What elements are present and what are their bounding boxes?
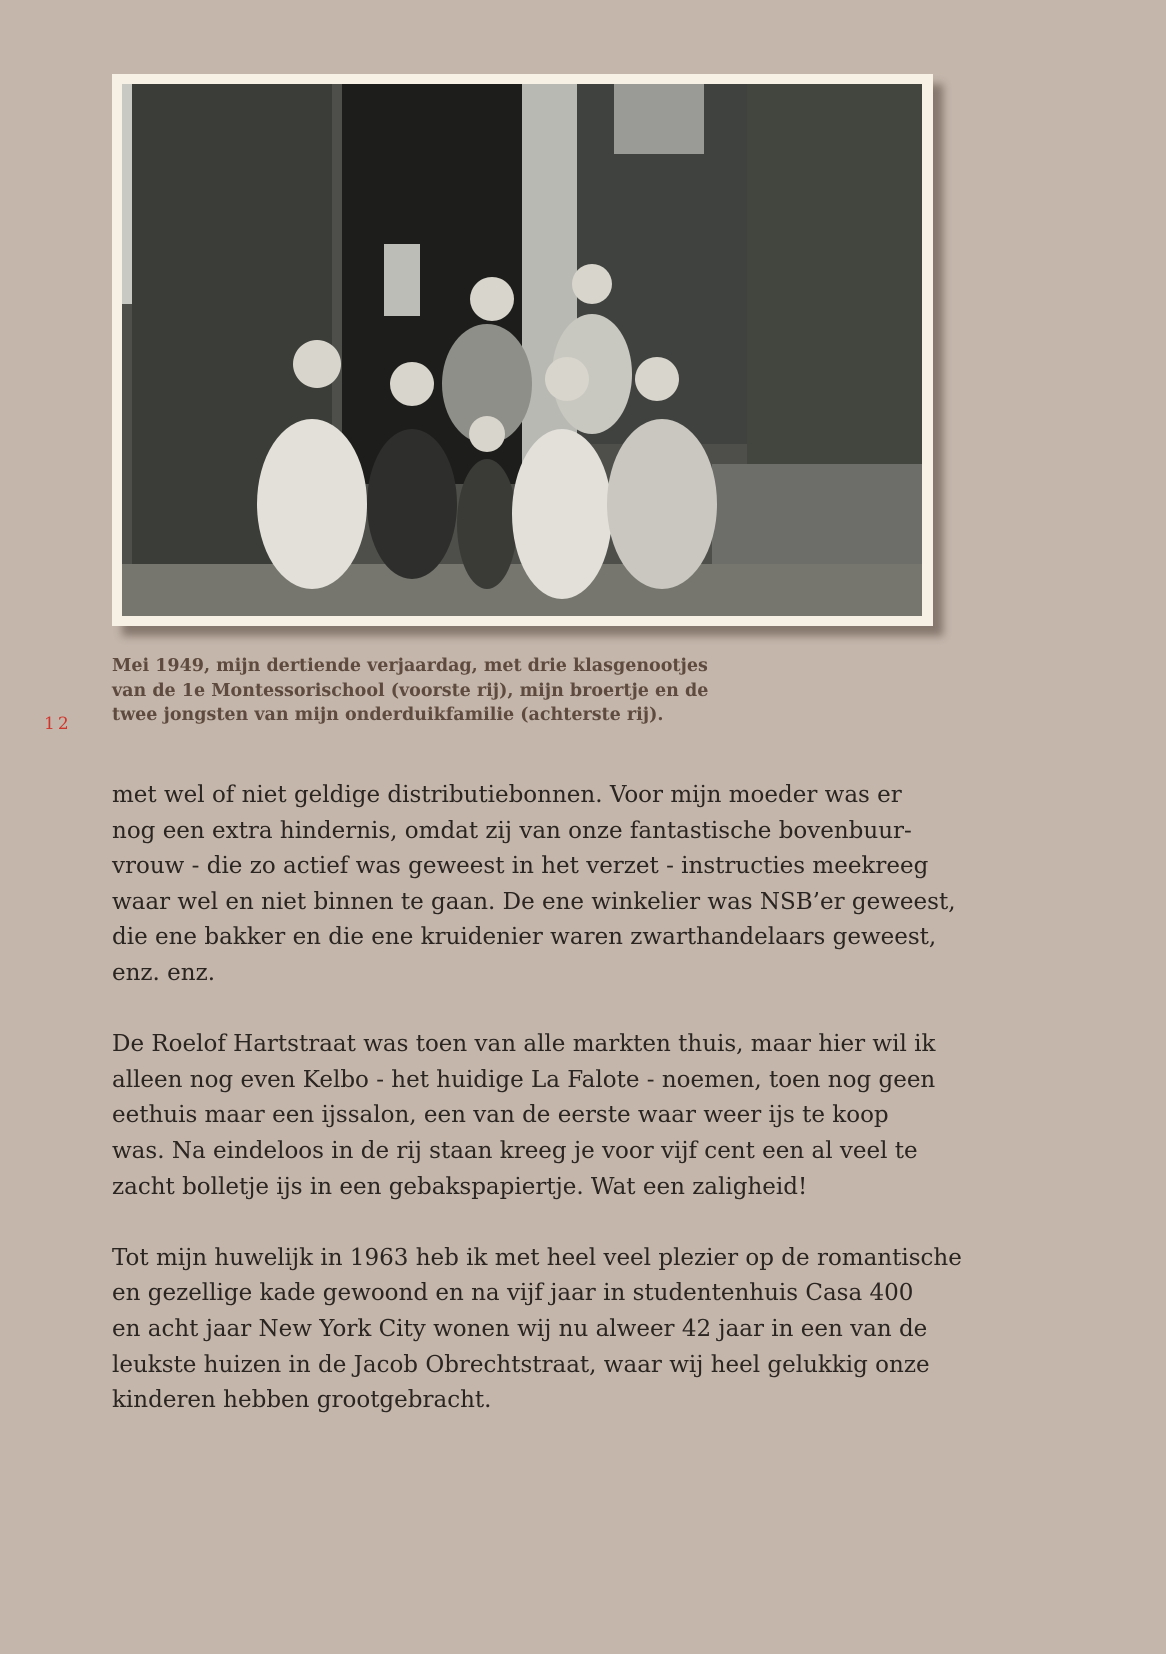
body-text [112,778,962,1454]
photo-illustration [122,84,922,616]
paragraph [112,778,956,992]
text-line: leukste huizen in de Jacob Obrechtstraat, waar wij heel gelukkig onze [112,1351,930,1378]
text-line: De Roelof Hartstraat was toen van alle markten thuis, maar hier wil ik [112,1031,936,1058]
photo-caption [112,654,752,728]
text-line: Tot mijn huwelijk in 1963 heb ik met heel veel plezier op de romantische [112,1244,962,1271]
text-line: kinderen hebben grootgebracht. [112,1387,492,1414]
page-number: 12 [44,714,72,734]
text-line: alleen nog even Kelbo - het huidige La Falote - noemen, toen nog geen [112,1066,936,1093]
family-photo [122,84,922,616]
text-line: vrouw - die zo actief was geweest in het verzet - instructies meekreeg [112,853,929,880]
caption-line: twee jongsten van mijn onderduikfamilie (achterste rij). [112,705,664,725]
text-line: zacht bolletje ijs in een gebakspapiertje. Wat een zaligheid! [112,1173,808,1200]
text-line: waar wel en niet binnen te gaan. De ene winkelier was NSB’er geweest, [112,888,956,915]
text-line: eethuis maar een ijssalon, een van de eerste waar weer ijs te koop [112,1102,889,1129]
photo-frame [112,74,933,626]
text-line: die ene bakker en die ene kruidenier waren zwarthandelaars geweest, [112,924,937,951]
text-line: en acht jaar New York City wonen wij nu alweer 42 jaar in een van de [112,1315,928,1342]
caption-line: Mei 1949, mijn dertiende verjaardag, met drie klasgenootjes [112,656,708,676]
text-line: nog een extra hindernis, omdat zij van onze fantastische bovenbuur- [112,817,912,844]
paragraph [112,1241,962,1419]
text-line: met wel of niet geldige distributiebonnen. Voor mijn moeder was er [112,782,902,808]
text-line: was. Na eindeloos in de rij staan kreeg je voor vijf cent een al veel te [112,1137,918,1164]
paragraph [112,1027,942,1205]
text-line: en gezellige kade gewoond en na vijf jaar in studentenhuis Casa 400 [112,1280,914,1307]
caption-line: van de 1e Montessorischool (voorste rij), mijn broertje en de [112,680,709,701]
text-line: enz. enz. [112,959,216,986]
